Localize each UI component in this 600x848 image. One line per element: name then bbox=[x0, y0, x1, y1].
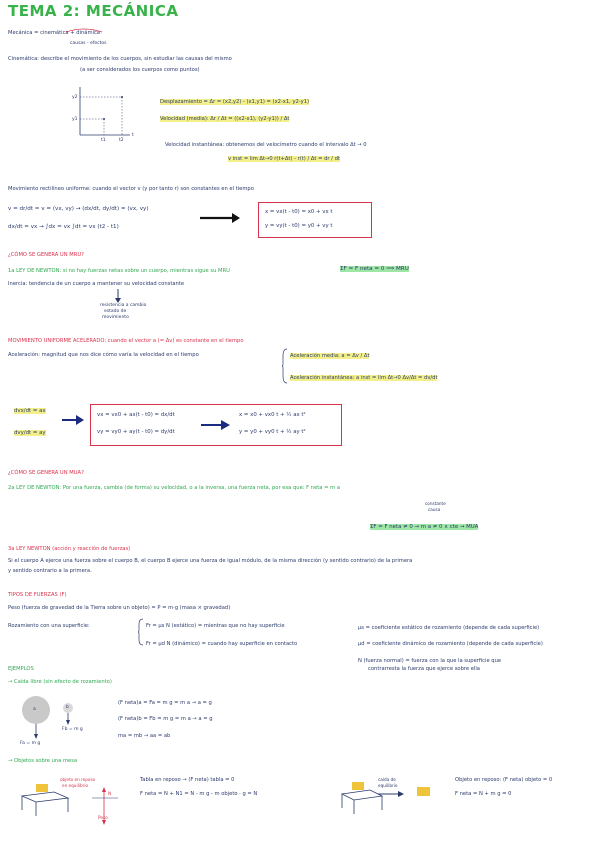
cinematica-sub: (a ser considerados los cuerpos como puntos) bbox=[80, 67, 200, 73]
mru-question: ¿CÓMO SE GENERA UN MRU? bbox=[8, 252, 84, 258]
newton-first-law: 1a LEY DE NEWTON: si no hay fuerzas netas sobre un cuerpo, mientras sigue su MRU bbox=[8, 268, 230, 274]
newton-third-text-1: Si el cuerpo A ejerce una fuerza sobre el cuerpo B, el cuerpo B ejerce una fuerza de igual módulo, de la misma dirección (y sentido contrario) de la primera bbox=[8, 558, 413, 564]
object-box bbox=[416, 786, 432, 798]
acceleration-brace bbox=[282, 348, 288, 384]
inst-velocity-formula: v inst = lim Δt→0 r(t+Δt) - r(t) / Δt = dr / dt bbox=[228, 156, 340, 162]
graph-label-t2: t2 bbox=[119, 138, 124, 143]
newton-third-heading: 3a LEY NEWTON (acción y reacción de fuerzas) bbox=[8, 546, 131, 552]
mechanics-definition: Mecánica = cinemática + dinámica bbox=[8, 30, 100, 36]
table-eq-1: Tabla en reposo → (F neta) tabla = 0 bbox=[140, 777, 235, 783]
inertia-sub-1: resistencia a cambio bbox=[100, 303, 147, 308]
table-eq-3: Objeto en reposo: (F neta) objeto = 0 bbox=[455, 777, 553, 783]
inst-velocity-text: Velocidad instantánea: obtenemos del velocímetro cuando el intervalo Δt → 0 bbox=[165, 142, 367, 148]
newton-second-law: 2a LEY DE NEWTON: Por una fuerza, cambia (de forma) su velocidad, o a la inversa, una fuerza neta, por esa que: F neta = m a bbox=[8, 485, 341, 491]
friction-dynamic: Fr = μd N (dinámico) = cuando hay superficie en contacto bbox=[146, 641, 298, 647]
table-eq-2: F neta = N + N1 = N - m g - m objeto · g = N bbox=[140, 791, 258, 797]
inertia-definition: Inercia: tendencia de un cuerpo a mantener su velocidad constante bbox=[8, 281, 185, 287]
free-fall-eq-1: (F neta)a = Fa = m g = m a → a = g bbox=[118, 700, 212, 706]
header-brace bbox=[64, 26, 104, 34]
newton-first-formula: ΣF = F neta = 0 ⟹ MRU bbox=[340, 266, 409, 272]
table-label-rest: objeto en reposo bbox=[60, 777, 96, 782]
newton-second-side-2: causa bbox=[428, 507, 441, 512]
mru-arrow bbox=[200, 212, 240, 224]
mua-arrow-2 bbox=[201, 419, 231, 431]
inertia-sub-2: estado de bbox=[104, 309, 127, 314]
mru-result-x: x = vx(t - t0) = x0 + vx t bbox=[265, 209, 333, 215]
acceleration-instant: Aceleración instantánea: a inst = lim Δt→0 Δv/Δt = dv/dt bbox=[290, 375, 438, 381]
free-fall-force-b: Fb = m g bbox=[62, 727, 83, 732]
friction-note-2: μd = coeficiente dinámico de rozamiento (depende de cada superficie) bbox=[358, 641, 543, 647]
free-fall-label-b: b bbox=[66, 705, 69, 710]
mean-velocity-formula: Velocidad (media): Δr / Δt = ((x2-x1), (y2-y1)) / Δt bbox=[160, 116, 290, 122]
newton-second-side-1: constante bbox=[425, 501, 446, 506]
newton-third-text-2: y sentido contrario a la primera. bbox=[8, 568, 92, 574]
friction-note-1: μs = coeficiente estático de rozamiento (depende de cada superficie) bbox=[358, 625, 540, 631]
friction-note-3: N (fuerza normal) = fuerza con la que la superficie que bbox=[358, 658, 502, 664]
mua-left-y: dvy/dt = ay bbox=[14, 430, 46, 436]
mua-velocity-y: vy = vy0 + ay(t - t0) = dy/dt bbox=[97, 429, 175, 435]
inertia-sub-3: movimiento bbox=[102, 315, 129, 320]
force-weight: Peso (fuerza de gravedad de la Tierra sobre un objeto) = P = m·g (masa × gravedad) bbox=[8, 605, 231, 611]
examples-heading: EJEMPLOS bbox=[8, 666, 34, 672]
friction-note-4: contrarresta la fuerza que ejerce sobre ella bbox=[368, 666, 480, 672]
table-arrow-label-2: equilibrio bbox=[378, 783, 398, 788]
mru-equation-1: v = dr/dt = v = (vx, vy) → (dx/dt, dy/dt) = (vx, vy) bbox=[8, 206, 149, 212]
mua-left-x: dvx/dt = ax bbox=[14, 408, 46, 414]
free-fall-label-a: a bbox=[33, 707, 36, 712]
mru-result-box bbox=[258, 202, 372, 238]
example-table: → Objetos sobre una mesa bbox=[8, 758, 78, 764]
friction-static: Fr = μs N (estático) = mientras que no hay superficie bbox=[146, 623, 285, 629]
mua-position-x: x = x0 + vx0 t + ½ ax t² bbox=[239, 412, 306, 418]
graph-label-t: t bbox=[132, 133, 134, 138]
newton-second-formula: ΣF = F neta ≠ 0 → m a ≠ 0 ∧ cte → MUA bbox=[370, 524, 479, 530]
example-free-fall: → Caída libre (sin efecto de rozamiento) bbox=[8, 679, 112, 685]
table-eq-4: F neta = N + m g = 0 bbox=[455, 791, 512, 797]
free-fall-eq-3: ma = mb → aa = ab bbox=[118, 733, 171, 739]
free-fall-eq-2: (F neta)b = Fb = m g = m a → a = g bbox=[118, 716, 213, 722]
graph-label-y1: y1 bbox=[72, 117, 78, 122]
mru-result-y: y = vy(t - t0) = y0 + vy t bbox=[265, 223, 333, 229]
force-friction: Rozamiento con una superficie: bbox=[8, 623, 90, 629]
page-title: TEMA 2: MECÁNICA bbox=[8, 2, 179, 20]
inertia-down-arrow bbox=[114, 289, 122, 303]
free-fall-diagram bbox=[18, 694, 108, 744]
graph-label-t1: t1 bbox=[101, 138, 106, 143]
table-label-eq: en equilibrio bbox=[62, 783, 89, 788]
mru-equation-2: dx/dt = vx → ∫dx = vx ∫dt = vx (t2 - t1) bbox=[8, 224, 119, 230]
mua-arrow-1 bbox=[62, 415, 84, 425]
mua-result-box bbox=[90, 404, 342, 446]
mua-velocity-x: vx = vx0 + ax(t - t0) = dx/dt bbox=[97, 412, 175, 418]
table-arrow bbox=[378, 789, 408, 799]
free-fall-force-a: Fa = m g bbox=[20, 741, 41, 746]
mua-question: ¿CÓMO SE GENERA UN MUA? bbox=[8, 470, 84, 476]
cinematica-definition: Cinemática: describe el movimiento de los cuerpos, sin estudiar las causas del mismo bbox=[8, 56, 232, 62]
mua-heading: MOVIMIENTO UNIFORME ACELERADO: cuando el vector a (= Δv) es constante en el tiempo bbox=[8, 338, 244, 344]
friction-brace bbox=[138, 618, 144, 646]
mua-position-y: y = y0 + vy0 t + ½ ay t² bbox=[239, 429, 306, 435]
table-arrow-label-1: caída de bbox=[378, 777, 396, 782]
position-graph bbox=[70, 85, 130, 140]
table-label-n: N bbox=[108, 791, 112, 796]
acceleration-definition: Aceleración: magnitud que nos dice cómo varía la velocidad en el tiempo bbox=[8, 352, 199, 358]
acceleration-mean: Aceleración media: a = Δv / Δt bbox=[290, 353, 370, 359]
graph-label-y2: y2 bbox=[72, 95, 78, 100]
displacement-formula: Desplazamiento = Δr = (x2,y2) - (x1,y1) = (x2-x1, y2-y1) bbox=[160, 99, 310, 105]
mechanics-sub: causas - efectos bbox=[70, 41, 107, 46]
table-label-peso: Peso bbox=[98, 815, 108, 820]
forces-heading: TIPOS DE FUERZAS (F) bbox=[8, 592, 67, 598]
mru-heading: Movimiento rectilíneo uniforme: cuando el vector v (y por tanto r) son constantes en el tiempo bbox=[8, 186, 254, 192]
